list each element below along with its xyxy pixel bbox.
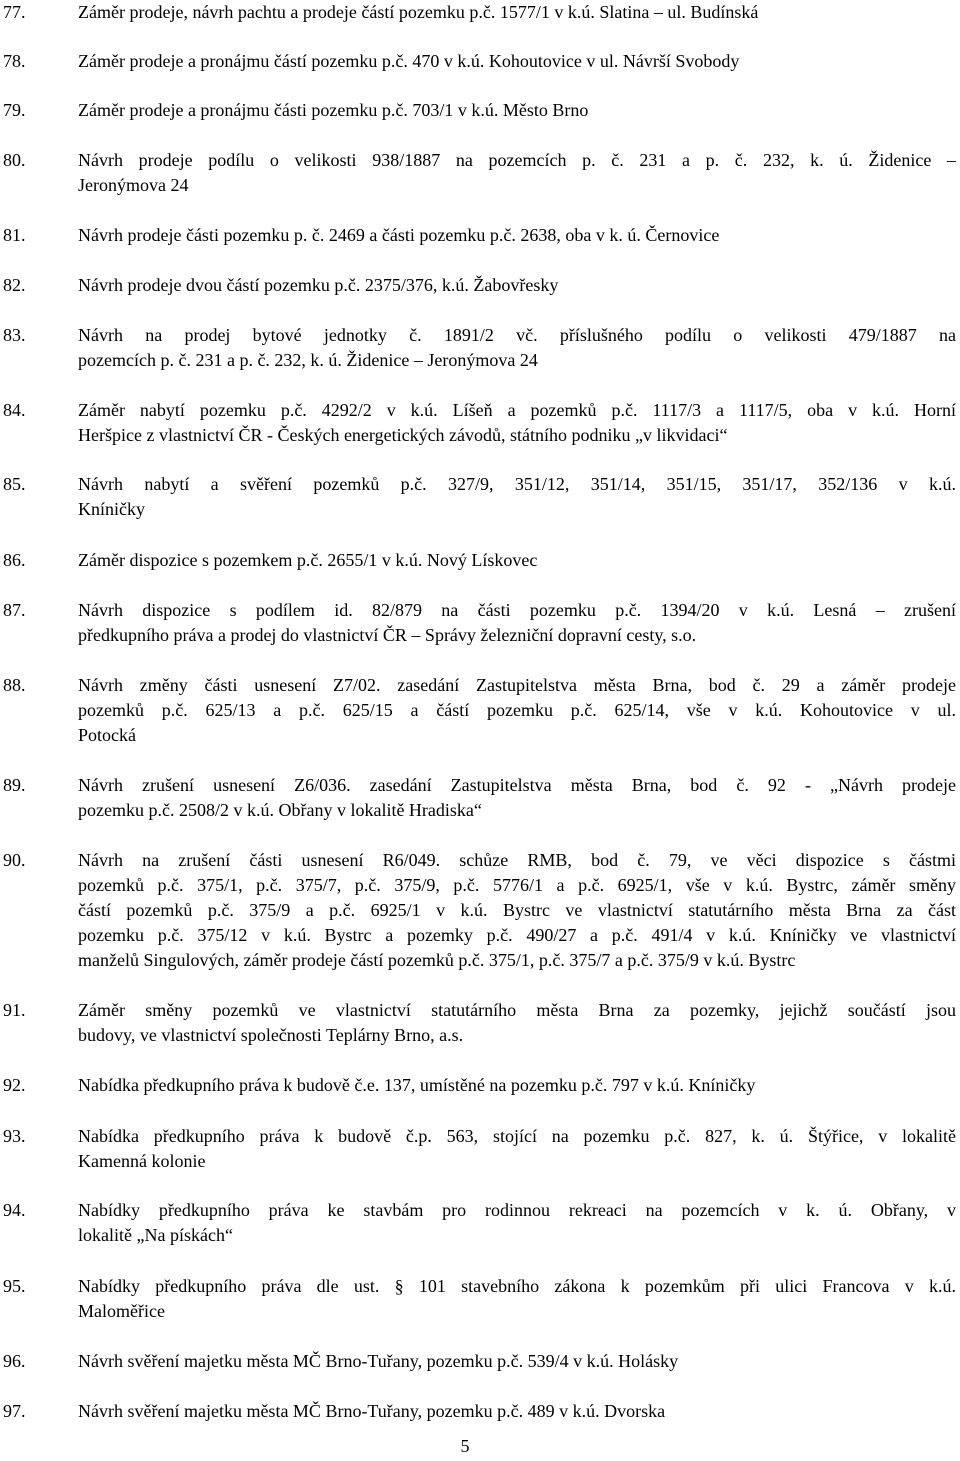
item-number: 86. xyxy=(3,550,26,570)
item-line: Záměr směny pozemků ve vlastnictví statutárního města Brna za pozemky, jejichž součástí jsou xyxy=(78,1000,956,1020)
item-line: předkupního práva a prodej do vlastnictví ČR – Správy železniční dopravní cesty, s.o. xyxy=(78,625,697,645)
item-text xyxy=(78,1073,958,1098)
item-text xyxy=(78,0,958,25)
item-line: Kníničky xyxy=(78,499,145,519)
item-text xyxy=(78,1124,958,1174)
item-text xyxy=(78,1349,958,1374)
item-number: 82. xyxy=(3,275,26,295)
item-number: 87. xyxy=(3,600,26,620)
item-number: 79. xyxy=(3,100,26,120)
item-line: Nabídka předkupního práva k budově č.e. 137, umístěné na pozemku p.č. 797 v k.ú. Kníničky xyxy=(78,1075,756,1095)
item-line: Návrh na zrušení části usnesení R6/049. schůze RMB, bod č. 79, ve věci dispozice s částmi xyxy=(78,850,956,870)
item-text xyxy=(78,1198,958,1248)
item-number: 89. xyxy=(3,775,26,795)
item-line: Maloměřice xyxy=(78,1301,165,1321)
item-number: 97. xyxy=(3,1401,26,1421)
item-number: 85. xyxy=(3,474,26,494)
item-number: 96. xyxy=(3,1351,26,1371)
page-number: 5 xyxy=(460,1436,470,1456)
item-text xyxy=(78,548,958,573)
item-line: Nabídka předkupního práva k budově č.p. 563, stojící na pozemku p.č. 827, k. ú. Štýřice, v lokalitě xyxy=(78,1126,956,1146)
item-number: 88. xyxy=(3,675,26,695)
item-text xyxy=(78,472,958,522)
item-line: manželů Singulových, záměr prodeje částí pozemků p.č. 375/1, p.č. 375/7 a p.č. 375/9 v k.ú. Bystrc xyxy=(78,950,796,970)
item-line: Návrh na prodej bytové jednotky č. 1891/2 vč. příslušného podílu o velikosti 479/1887 na xyxy=(78,325,956,345)
item-line: Návrh prodeje podílu o velikosti 938/1887 na pozemcích p. č. 231 a p. č. 232, k. ú. Židenice – xyxy=(78,150,956,170)
item-line: pozemků p.č. 375/1, p.č. 375/7, p.č. 375/9, p.č. 5776/1 a p.č. 6925/1, vše v k.ú. Bystrc, záměr směny xyxy=(78,875,956,895)
item-line: Návrh dispozice s podílem id. 82/879 na části pozemku p.č. 1394/20 v k.ú. Lesná – zrušení xyxy=(78,600,956,620)
item-line: Záměr nabytí pozemku p.č. 4292/2 v k.ú. Líšeň a pozemků p.č. 1117/3 a 1117/5, oba v k.ú. Horní xyxy=(78,400,956,420)
item-line: pozemcích p. č. 231 a p. č. 232, k. ú. Židenice – Jeronýmova 24 xyxy=(78,350,538,370)
item-line: pozemku p.č. 375/12 v k.ú. Bystrc a pozemky p.č. 490/27 a p.č. 491/4 v k.ú. Kníničky ve vlastnictví xyxy=(78,925,956,945)
item-text xyxy=(78,49,958,74)
item-text xyxy=(78,998,958,1048)
item-line: pozemku p.č. 2508/2 v k.ú. Obřany v lokalitě Hradiska“ xyxy=(78,800,482,820)
item-line: Záměr prodeje, návrh pachtu a prodeje částí pozemku p.č. 1577/1 v k.ú. Slatina – ul. Budínská xyxy=(78,2,759,22)
item-line: Nabídky předkupního práva ke stavbám pro rodinnou rekreaci na pozemcích v k. ú. Obřany, v xyxy=(78,1200,956,1220)
item-line: Návrh svěření majetku města MČ Brno-Tuřany, pozemku p.č. 539/4 v k.ú. Holásky xyxy=(78,1351,679,1371)
item-number: 80. xyxy=(3,150,26,170)
item-number: 84. xyxy=(3,400,26,420)
item-line: Návrh nabytí a svěření pozemků p.č. 327/9, 351/12, 351/14, 351/15, 351/17, 352/136 v k.ú. xyxy=(78,474,956,494)
item-text xyxy=(78,673,958,748)
item-number: 93. xyxy=(3,1126,26,1146)
item-number: 91. xyxy=(3,1000,26,1020)
item-line: Heršpice z vlastnictví ČR - Českých energetických závodů, státního podniku „v likvidaci“ xyxy=(78,425,728,445)
item-number: 77. xyxy=(3,2,26,22)
item-number: 78. xyxy=(3,51,26,71)
item-line: Návrh změny části usnesení Z7/02. zasedání Zastupitelstva města Brna, bod č. 29 a záměr prodeje xyxy=(78,675,956,695)
item-number: 83. xyxy=(3,325,26,345)
item-line: pozemků p.č. 625/13 a p.č. 625/15 a částí pozemku p.č. 625/14, vše v k.ú. Kohoutovice v ul. xyxy=(78,700,956,720)
item-line: částí pozemků p.č. 375/9 a p.č. 6925/1 v k.ú. Bystrc ve vlastnictví statutárního města Brna za část xyxy=(78,900,956,920)
item-text xyxy=(78,773,958,823)
item-line: Návrh prodeje části pozemku p. č. 2469 a části pozemku p.č. 2638, oba v k. ú. Černovice xyxy=(78,225,720,245)
item-number: 94. xyxy=(3,1200,26,1220)
item-line: Návrh zrušení usnesení Z6/036. zasedání Zastupitelstva města Brna, bod č. 92 - „Návrh prodeje xyxy=(78,775,956,795)
item-text xyxy=(78,323,958,373)
item-text xyxy=(78,148,958,198)
item-text xyxy=(78,273,958,298)
item-line: Záměr prodeje a pronájmu části pozemku p.č. 703/1 v k.ú. Město Brno xyxy=(78,100,589,120)
item-text xyxy=(78,1399,958,1424)
item-line: Jeronýmova 24 xyxy=(78,175,189,195)
item-line: Záměr dispozice s pozemkem p.č. 2655/1 v k.ú. Nový Lískovec xyxy=(78,550,538,570)
item-line: Potocká xyxy=(78,725,136,745)
item-text xyxy=(78,598,958,648)
item-number: 92. xyxy=(3,1075,26,1095)
item-text xyxy=(78,1274,958,1324)
item-line: Nabídky předkupního práva dle ust. § 101 stavebního zákona k pozemkům při ulici Francova v k.ú. xyxy=(78,1276,956,1296)
item-text xyxy=(78,223,958,248)
item-number: 90. xyxy=(3,850,26,870)
item-line: lokalitě „Na pískách“ xyxy=(78,1225,233,1245)
item-line: Záměr prodeje a pronájmu částí pozemku p.č. 470 v k.ú. Kohoutovice v ul. Návrší Svobody xyxy=(78,51,740,71)
item-line: Kamenná kolonie xyxy=(78,1151,206,1171)
item-line: Návrh svěření majetku města MČ Brno-Tuřany, pozemku p.č. 489 v k.ú. Dvorska xyxy=(78,1401,666,1421)
item-text xyxy=(78,98,958,123)
item-line: Návrh prodeje dvou částí pozemku p.č. 2375/376, k.ú. Žabovřesky xyxy=(78,275,559,295)
item-number: 95. xyxy=(3,1276,26,1296)
item-text xyxy=(78,848,958,973)
item-number: 81. xyxy=(3,225,26,245)
item-line: budovy, ve vlastnictví společnosti Teplárny Brno, a.s. xyxy=(78,1025,464,1045)
item-text xyxy=(78,398,958,448)
